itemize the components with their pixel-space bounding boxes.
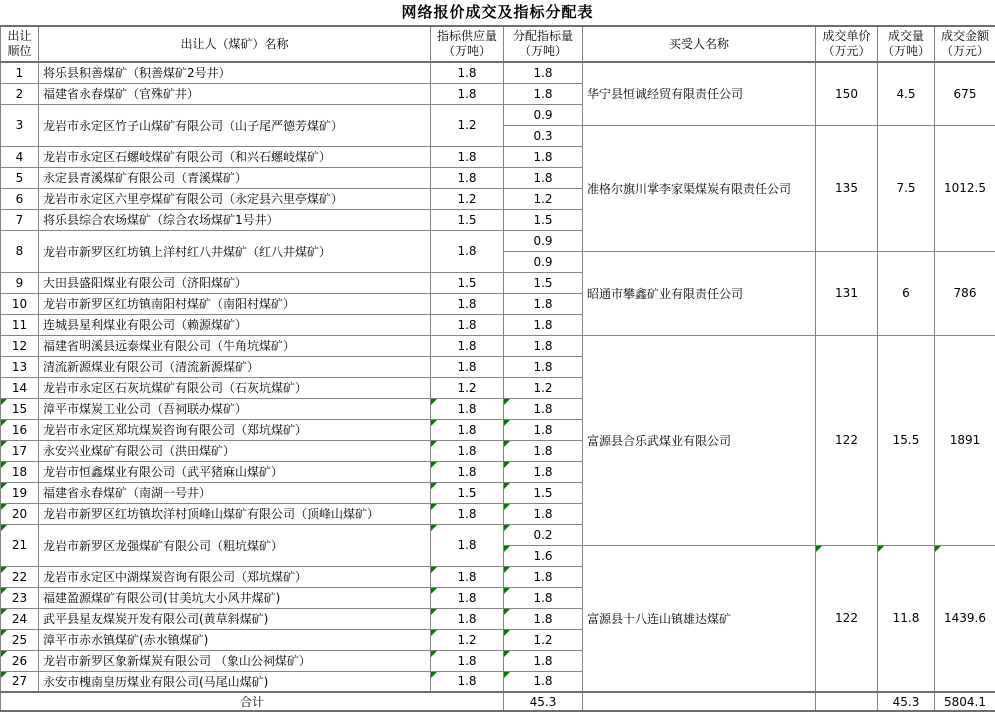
total-buyer-cell: [583, 692, 816, 711]
supply-cell: 1.8: [431, 440, 504, 461]
seller-cell: 武平县星友煤炭开发有限公司(黄草斜煤矿): [39, 608, 431, 629]
comment-flag-icon: [431, 483, 437, 489]
volume-cell: 4.5: [878, 62, 935, 125]
page-title: 网络报价成交及指标分配表: [0, 0, 995, 25]
comment-flag-icon: [1, 399, 7, 405]
total-alloc-cell: 45.3: [504, 692, 583, 711]
seller-cell: 福建省永春煤矿（南湖一号井）: [39, 482, 431, 503]
alloc-cell: 1.5: [504, 272, 583, 293]
comment-flag-icon: [431, 630, 437, 636]
seller-cell: 龙岩市新罗区龙强煤矿有限公司（粗坑煤矿）: [39, 524, 431, 566]
amount-cell: 1012.5: [935, 125, 995, 251]
order-cell: 23: [1, 587, 39, 608]
comment-flag-icon: [504, 672, 510, 678]
volume-cell: 15.5: [878, 335, 935, 545]
seller-cell: 龙岩市永定区石灰坑煤矿有限公司（石灰坑煤矿）: [39, 377, 431, 398]
header-volume: 成交量 （万吨）: [878, 26, 935, 62]
supply-cell: 1.2: [431, 629, 504, 650]
comment-flag-icon: [1, 588, 7, 594]
quota-allocation-table: [0, 25, 995, 712]
comment-flag-icon: [504, 441, 510, 447]
table-header: [1, 26, 995, 62]
comment-flag-icon: [504, 588, 510, 594]
comment-flag-icon: [1, 651, 7, 657]
volume-cell: 11.8: [878, 545, 935, 692]
order-cell: 1: [1, 62, 39, 83]
comment-flag-icon: [431, 441, 437, 447]
header-amount: 成交金额 （万元）: [935, 26, 995, 62]
comment-flag-icon: [935, 546, 941, 552]
seller-cell: 龙岩市永定区竹子山煤矿有限公司（山子尾严德芳煤矿）: [39, 104, 431, 146]
supply-cell: 1.8: [431, 608, 504, 629]
comment-flag-icon: [1, 567, 7, 573]
order-cell: 16: [1, 419, 39, 440]
header-alloc: 分配指标量 （万吨）: [504, 26, 583, 62]
comment-flag-icon: [504, 399, 510, 405]
alloc-cell: 1.8: [504, 293, 583, 314]
supply-cell: 1.5: [431, 482, 504, 503]
comment-flag-icon: [431, 651, 437, 657]
comment-flag-icon: [504, 630, 510, 636]
header-seller: 出让人（煤矿）名称: [39, 26, 431, 62]
order-cell: 19: [1, 482, 39, 503]
supply-cell: 1.5: [431, 209, 504, 230]
alloc-cell: 0.9: [504, 230, 583, 251]
alloc-cell: 1.8: [504, 503, 583, 524]
comment-flag-icon: [431, 609, 437, 615]
comment-flag-icon: [504, 609, 510, 615]
alloc-cell: 1.8: [504, 608, 583, 629]
seller-cell: 永安兴业煤矿有限公司（洪田煤矿）: [39, 440, 431, 461]
order-cell: 2: [1, 83, 39, 104]
alloc-cell: 1.8: [504, 314, 583, 335]
alloc-cell: 1.5: [504, 482, 583, 503]
comment-flag-icon: [878, 546, 884, 552]
comment-flag-icon: [1, 483, 7, 489]
supply-cell: 1.8: [431, 419, 504, 440]
price-cell: 122: [816, 545, 878, 692]
alloc-cell: 1.8: [504, 671, 583, 692]
buyer-cell: 华宁县恒诚经贸有限责任公司: [583, 62, 816, 125]
buyer-cell: 富源县合乐武煤业有限公司: [583, 335, 816, 545]
order-cell: 11: [1, 314, 39, 335]
alloc-cell: 1.2: [504, 188, 583, 209]
order-cell: 25: [1, 629, 39, 650]
amount-cell: 786: [935, 251, 995, 335]
total-volume-cell: 45.3: [878, 692, 935, 711]
order-cell: 27: [1, 671, 39, 692]
supply-cell: 1.2: [431, 188, 504, 209]
alloc-cell: 1.8: [504, 461, 583, 482]
seller-cell: 大田县盛阳煤业有限公司（济阳煤矿）: [39, 272, 431, 293]
alloc-cell: 1.8: [504, 650, 583, 671]
supply-cell: 1.2: [431, 104, 504, 146]
amount-cell: 1891: [935, 335, 995, 545]
alloc-cell: 1.6: [504, 545, 583, 566]
order-cell: 9: [1, 272, 39, 293]
table-body: [1, 62, 995, 692]
order-cell: 17: [1, 440, 39, 461]
supply-cell: 1.8: [431, 503, 504, 524]
comment-flag-icon: [431, 462, 437, 468]
comment-flag-icon: [504, 462, 510, 468]
alloc-cell: 1.8: [504, 587, 583, 608]
comment-flag-icon: [431, 504, 437, 510]
total-row: [1, 692, 995, 711]
amount-cell: 675: [935, 62, 995, 125]
comment-flag-icon: [1, 525, 7, 531]
seller-cell: 连城县星利煤业有限公司（赖源煤矿）: [39, 314, 431, 335]
supply-cell: 1.2: [431, 377, 504, 398]
supply-cell: 1.8: [431, 524, 504, 566]
total-price-cell: [816, 692, 878, 711]
supply-cell: 1.8: [431, 587, 504, 608]
comment-flag-icon: [431, 588, 437, 594]
price-cell: 135: [816, 125, 878, 251]
total-amount-cell: 5804.1: [935, 692, 995, 711]
alloc-cell: 1.8: [504, 419, 583, 440]
seller-cell: 清流新源煤业有限公司（清流新源煤矿）: [39, 356, 431, 377]
seller-cell: 龙岩市新罗区红坊镇坎洋村顶峰山煤矿有限公司（顶峰山煤矿）: [39, 503, 431, 524]
comment-flag-icon: [1, 609, 7, 615]
seller-cell: 龙岩市永定区石螺岐煤矿有限公司（和兴石螺岐煤矿）: [39, 146, 431, 167]
alloc-cell: 1.8: [504, 356, 583, 377]
table-row: [1, 62, 995, 83]
order-cell: 5: [1, 167, 39, 188]
table-footer: [1, 692, 995, 711]
seller-cell: 将乐县综合农场煤矿（综合农场煤矿1号井）: [39, 209, 431, 230]
supply-cell: 1.8: [431, 230, 504, 272]
price-cell: 150: [816, 62, 878, 125]
supply-cell: 1.8: [431, 566, 504, 587]
header-order: 出让 顺位: [1, 26, 39, 62]
supply-cell: 1.8: [431, 650, 504, 671]
comment-flag-icon: [1, 504, 7, 510]
supply-cell: 1.5: [431, 272, 504, 293]
comment-flag-icon: [504, 567, 510, 573]
comment-flag-icon: [1, 462, 7, 468]
order-cell: 20: [1, 503, 39, 524]
seller-cell: 永定县青溪煤矿有限公司（青溪煤矿）: [39, 167, 431, 188]
order-cell: 7: [1, 209, 39, 230]
seller-cell: 福建盈源煤矿有限公司(甘美坑大小风井煤矿): [39, 587, 431, 608]
order-cell: 26: [1, 650, 39, 671]
comment-flag-icon: [504, 504, 510, 510]
order-cell: 15: [1, 398, 39, 419]
price-cell: 122: [816, 335, 878, 545]
header-row: [1, 26, 995, 62]
order-cell: 6: [1, 188, 39, 209]
seller-cell: 漳平市赤水镇煤矿(赤水镇煤矿): [39, 629, 431, 650]
comment-flag-icon: [504, 651, 510, 657]
order-cell: 8: [1, 230, 39, 272]
order-cell: 10: [1, 293, 39, 314]
price-cell: 131: [816, 251, 878, 335]
supply-cell: 1.8: [431, 293, 504, 314]
buyer-cell: 富源县十八连山镇雄达煤矿: [583, 545, 816, 692]
alloc-cell: 1.8: [504, 398, 583, 419]
alloc-cell: 0.9: [504, 251, 583, 272]
volume-cell: 6: [878, 251, 935, 335]
comment-flag-icon: [1, 672, 7, 678]
header-buyer: 买受人名称: [583, 26, 816, 62]
alloc-cell: 0.3: [504, 125, 583, 146]
seller-cell: 将乐县积善煤矿（积善煤矿2号井）: [39, 62, 431, 83]
supply-cell: 1.8: [431, 461, 504, 482]
alloc-cell: 1.8: [504, 146, 583, 167]
alloc-cell: 1.8: [504, 566, 583, 587]
order-cell: 13: [1, 356, 39, 377]
supply-cell: 1.8: [431, 671, 504, 692]
alloc-cell: 1.8: [504, 62, 583, 83]
seller-cell: 龙岩市恒鑫煤业有限公司（武平猪麻山煤矿）: [39, 461, 431, 482]
comment-flag-icon: [816, 546, 822, 552]
seller-cell: 龙岩市新罗区红坊镇上洋村红八井煤矿（红八井煤矿）: [39, 230, 431, 272]
comment-flag-icon: [504, 483, 510, 489]
supply-cell: 1.8: [431, 83, 504, 104]
comment-flag-icon: [431, 525, 437, 531]
alloc-cell: 1.8: [504, 440, 583, 461]
seller-cell: 龙岩市新罗区象新煤炭有限公司 （象山公祠煤矿）: [39, 650, 431, 671]
alloc-cell: 1.5: [504, 209, 583, 230]
header-supply: 指标供应量 （万吨）: [431, 26, 504, 62]
supply-cell: 1.8: [431, 335, 504, 356]
order-cell: 12: [1, 335, 39, 356]
alloc-cell: 1.8: [504, 83, 583, 104]
comment-flag-icon: [504, 420, 510, 426]
supply-cell: 1.8: [431, 398, 504, 419]
table-row: [1, 335, 995, 356]
order-cell: 3: [1, 104, 39, 146]
header-price: 成交单价 （万元）: [816, 26, 878, 62]
alloc-cell: 1.8: [504, 167, 583, 188]
order-cell: 18: [1, 461, 39, 482]
buyer-cell: 昭通市攀鑫矿业有限责任公司: [583, 251, 816, 335]
supply-cell: 1.8: [431, 167, 504, 188]
supply-cell: 1.8: [431, 356, 504, 377]
order-cell: 14: [1, 377, 39, 398]
seller-cell: 福建省永春煤矿（官殊矿井）: [39, 83, 431, 104]
alloc-cell: 0.2: [504, 524, 583, 545]
total-label-cell: 合计: [1, 692, 504, 711]
seller-cell: 龙岩市永定区中湖煤炭咨询有限公司（郑坑煤矿）: [39, 566, 431, 587]
order-cell: 22: [1, 566, 39, 587]
comment-flag-icon: [431, 672, 437, 678]
seller-cell: 漳平市煤炭工业公司（吾祠联办煤矿）: [39, 398, 431, 419]
volume-cell: 7.5: [878, 125, 935, 251]
order-cell: 4: [1, 146, 39, 167]
order-cell: 21: [1, 524, 39, 566]
seller-cell: 龙岩市永定区六里亭煤矿有限公司（永定县六里亭煤矿）: [39, 188, 431, 209]
comment-flag-icon: [1, 420, 7, 426]
buyer-cell: 准格尔旗川掌李家渠煤炭有限责任公司: [583, 125, 816, 251]
seller-cell: 福建省明溪县远泰煤业有限公司（牛角坑煤矿）: [39, 335, 431, 356]
supply-cell: 1.8: [431, 146, 504, 167]
comment-flag-icon: [1, 441, 7, 447]
alloc-cell: 1.2: [504, 377, 583, 398]
amount-cell: 1439.6: [935, 545, 995, 692]
order-cell: 24: [1, 608, 39, 629]
supply-cell: 1.8: [431, 314, 504, 335]
alloc-cell: 0.9: [504, 104, 583, 125]
comment-flag-icon: [431, 567, 437, 573]
seller-cell: 永安市槐南皇历煤业有限公司(马尾山煤矿): [39, 671, 431, 692]
comment-flag-icon: [1, 630, 7, 636]
alloc-cell: 1.2: [504, 629, 583, 650]
comment-flag-icon: [504, 546, 510, 552]
seller-cell: 龙岩市永定区郑坑煤炭咨询有限公司（郑坑煤矿）: [39, 419, 431, 440]
comment-flag-icon: [431, 420, 437, 426]
comment-flag-icon: [504, 525, 510, 531]
seller-cell: 龙岩市新罗区红坊镇南阳村煤矿（南阳村煤矿）: [39, 293, 431, 314]
comment-flag-icon: [431, 399, 437, 405]
alloc-cell: 1.8: [504, 335, 583, 356]
supply-cell: 1.8: [431, 62, 504, 83]
